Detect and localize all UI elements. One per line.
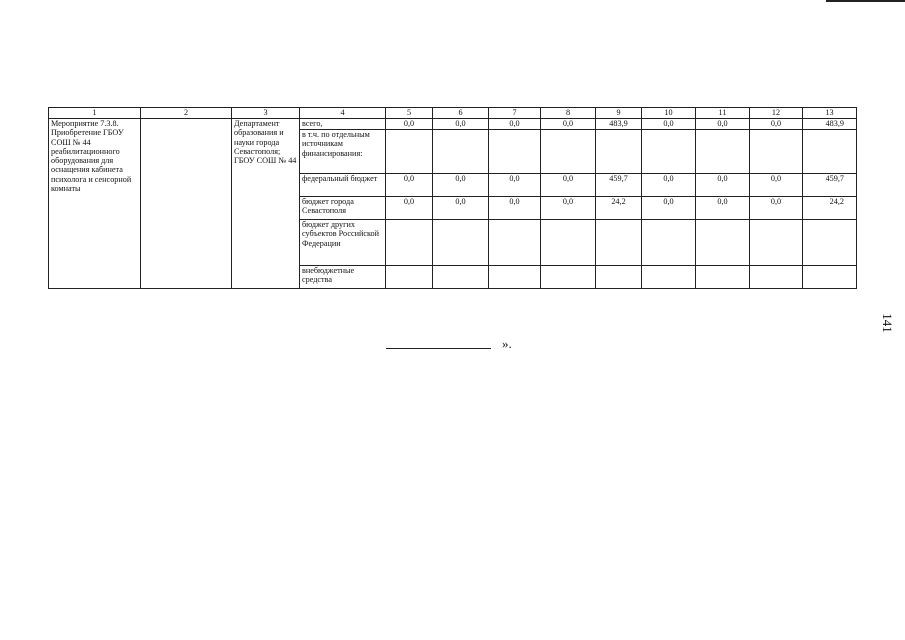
value-cell: 483,9 xyxy=(596,119,642,130)
funding-source: федеральный бюджет xyxy=(300,174,386,197)
value-cell: 0,0 xyxy=(642,119,696,130)
measure-executor: Департамент образования и науки города Севастополя; ГБОУ СОШ № 44 xyxy=(232,119,300,289)
column-number: 4 xyxy=(300,108,386,119)
value-cell xyxy=(541,266,596,289)
value-cell: 0,0 xyxy=(750,119,803,130)
column-number: 7 xyxy=(489,108,541,119)
value-cell: 0,0 xyxy=(696,174,750,197)
funding-source: всего, xyxy=(300,119,386,130)
funding-source: внебюджетные средства xyxy=(300,266,386,289)
budget-table xyxy=(48,107,857,289)
column-number: 13 xyxy=(803,108,857,119)
value-cell: 0,0 xyxy=(433,197,489,220)
value-cell xyxy=(803,130,857,174)
value-cell xyxy=(541,220,596,266)
value-cell: 483,9 xyxy=(803,119,857,130)
value-cell: 0,0 xyxy=(433,119,489,130)
value-cell: 0,0 xyxy=(386,197,433,220)
value-cell xyxy=(642,130,696,174)
value-cell xyxy=(696,266,750,289)
funding-source: в т.ч. по отдельным источникам финансирования: xyxy=(300,130,386,174)
value-cell: 459,7 xyxy=(596,174,642,197)
value-cell: 24,2 xyxy=(596,197,642,220)
column-number: 9 xyxy=(596,108,642,119)
value-cell xyxy=(596,130,642,174)
value-cell xyxy=(541,130,596,174)
column-number: 12 xyxy=(750,108,803,119)
value-cell: 0,0 xyxy=(489,197,541,220)
page-number: 141 xyxy=(880,313,895,333)
closing-line xyxy=(386,337,846,351)
value-cell xyxy=(750,266,803,289)
top-edge-rule xyxy=(826,0,905,2)
value-cell: 0,0 xyxy=(750,174,803,197)
column-number: 11 xyxy=(696,108,750,119)
value-cell: 0,0 xyxy=(541,197,596,220)
closing-quote: ». xyxy=(502,336,512,351)
value-cell: 0,0 xyxy=(433,174,489,197)
value-cell xyxy=(386,130,433,174)
column-number-row xyxy=(49,108,857,119)
value-cell xyxy=(642,266,696,289)
value-cell xyxy=(386,220,433,266)
value-cell xyxy=(596,220,642,266)
value-cell: 0,0 xyxy=(386,174,433,197)
value-cell xyxy=(696,130,750,174)
column-number: 5 xyxy=(386,108,433,119)
value-cell: 0,0 xyxy=(642,174,696,197)
value-cell xyxy=(596,266,642,289)
measure-description: Мероприятие 7.3.8. Приобретение ГБОУ СОШ № 44 реабилитационного оборудования для оснащения кабинета психолога и сенсорной комнаты xyxy=(49,119,141,289)
value-cell: 0,0 xyxy=(489,174,541,197)
value-cell: 0,0 xyxy=(696,197,750,220)
value-cell: 0,0 xyxy=(750,197,803,220)
value-cell: 0,0 xyxy=(541,174,596,197)
value-cell xyxy=(489,266,541,289)
value-cell xyxy=(489,130,541,174)
value-cell xyxy=(696,220,750,266)
value-cell xyxy=(386,266,433,289)
column-number: 3 xyxy=(232,108,300,119)
value-cell xyxy=(642,220,696,266)
value-cell: 0,0 xyxy=(489,119,541,130)
funding-source: бюджет города Севастополя xyxy=(300,197,386,220)
value-cell xyxy=(489,220,541,266)
closing-rule xyxy=(386,348,491,349)
column-number: 8 xyxy=(541,108,596,119)
funding-source: бюджет других субъектов Российской Федерации xyxy=(300,220,386,266)
value-cell xyxy=(433,130,489,174)
value-cell xyxy=(750,220,803,266)
value-cell xyxy=(803,220,857,266)
value-cell: 0,0 xyxy=(696,119,750,130)
value-cell: 0,0 xyxy=(642,197,696,220)
value-cell: 0,0 xyxy=(541,119,596,130)
value-cell: 24,2 xyxy=(803,197,857,220)
value-cell: 459,7 xyxy=(803,174,857,197)
measure-column-2 xyxy=(141,119,232,289)
table-row-total xyxy=(49,119,857,130)
column-number: 10 xyxy=(642,108,696,119)
value-cell xyxy=(433,266,489,289)
value-cell xyxy=(750,130,803,174)
column-number: 6 xyxy=(433,108,489,119)
value-cell: 0,0 xyxy=(386,119,433,130)
value-cell xyxy=(803,266,857,289)
column-number: 1 xyxy=(49,108,141,119)
column-number: 2 xyxy=(141,108,232,119)
value-cell xyxy=(433,220,489,266)
